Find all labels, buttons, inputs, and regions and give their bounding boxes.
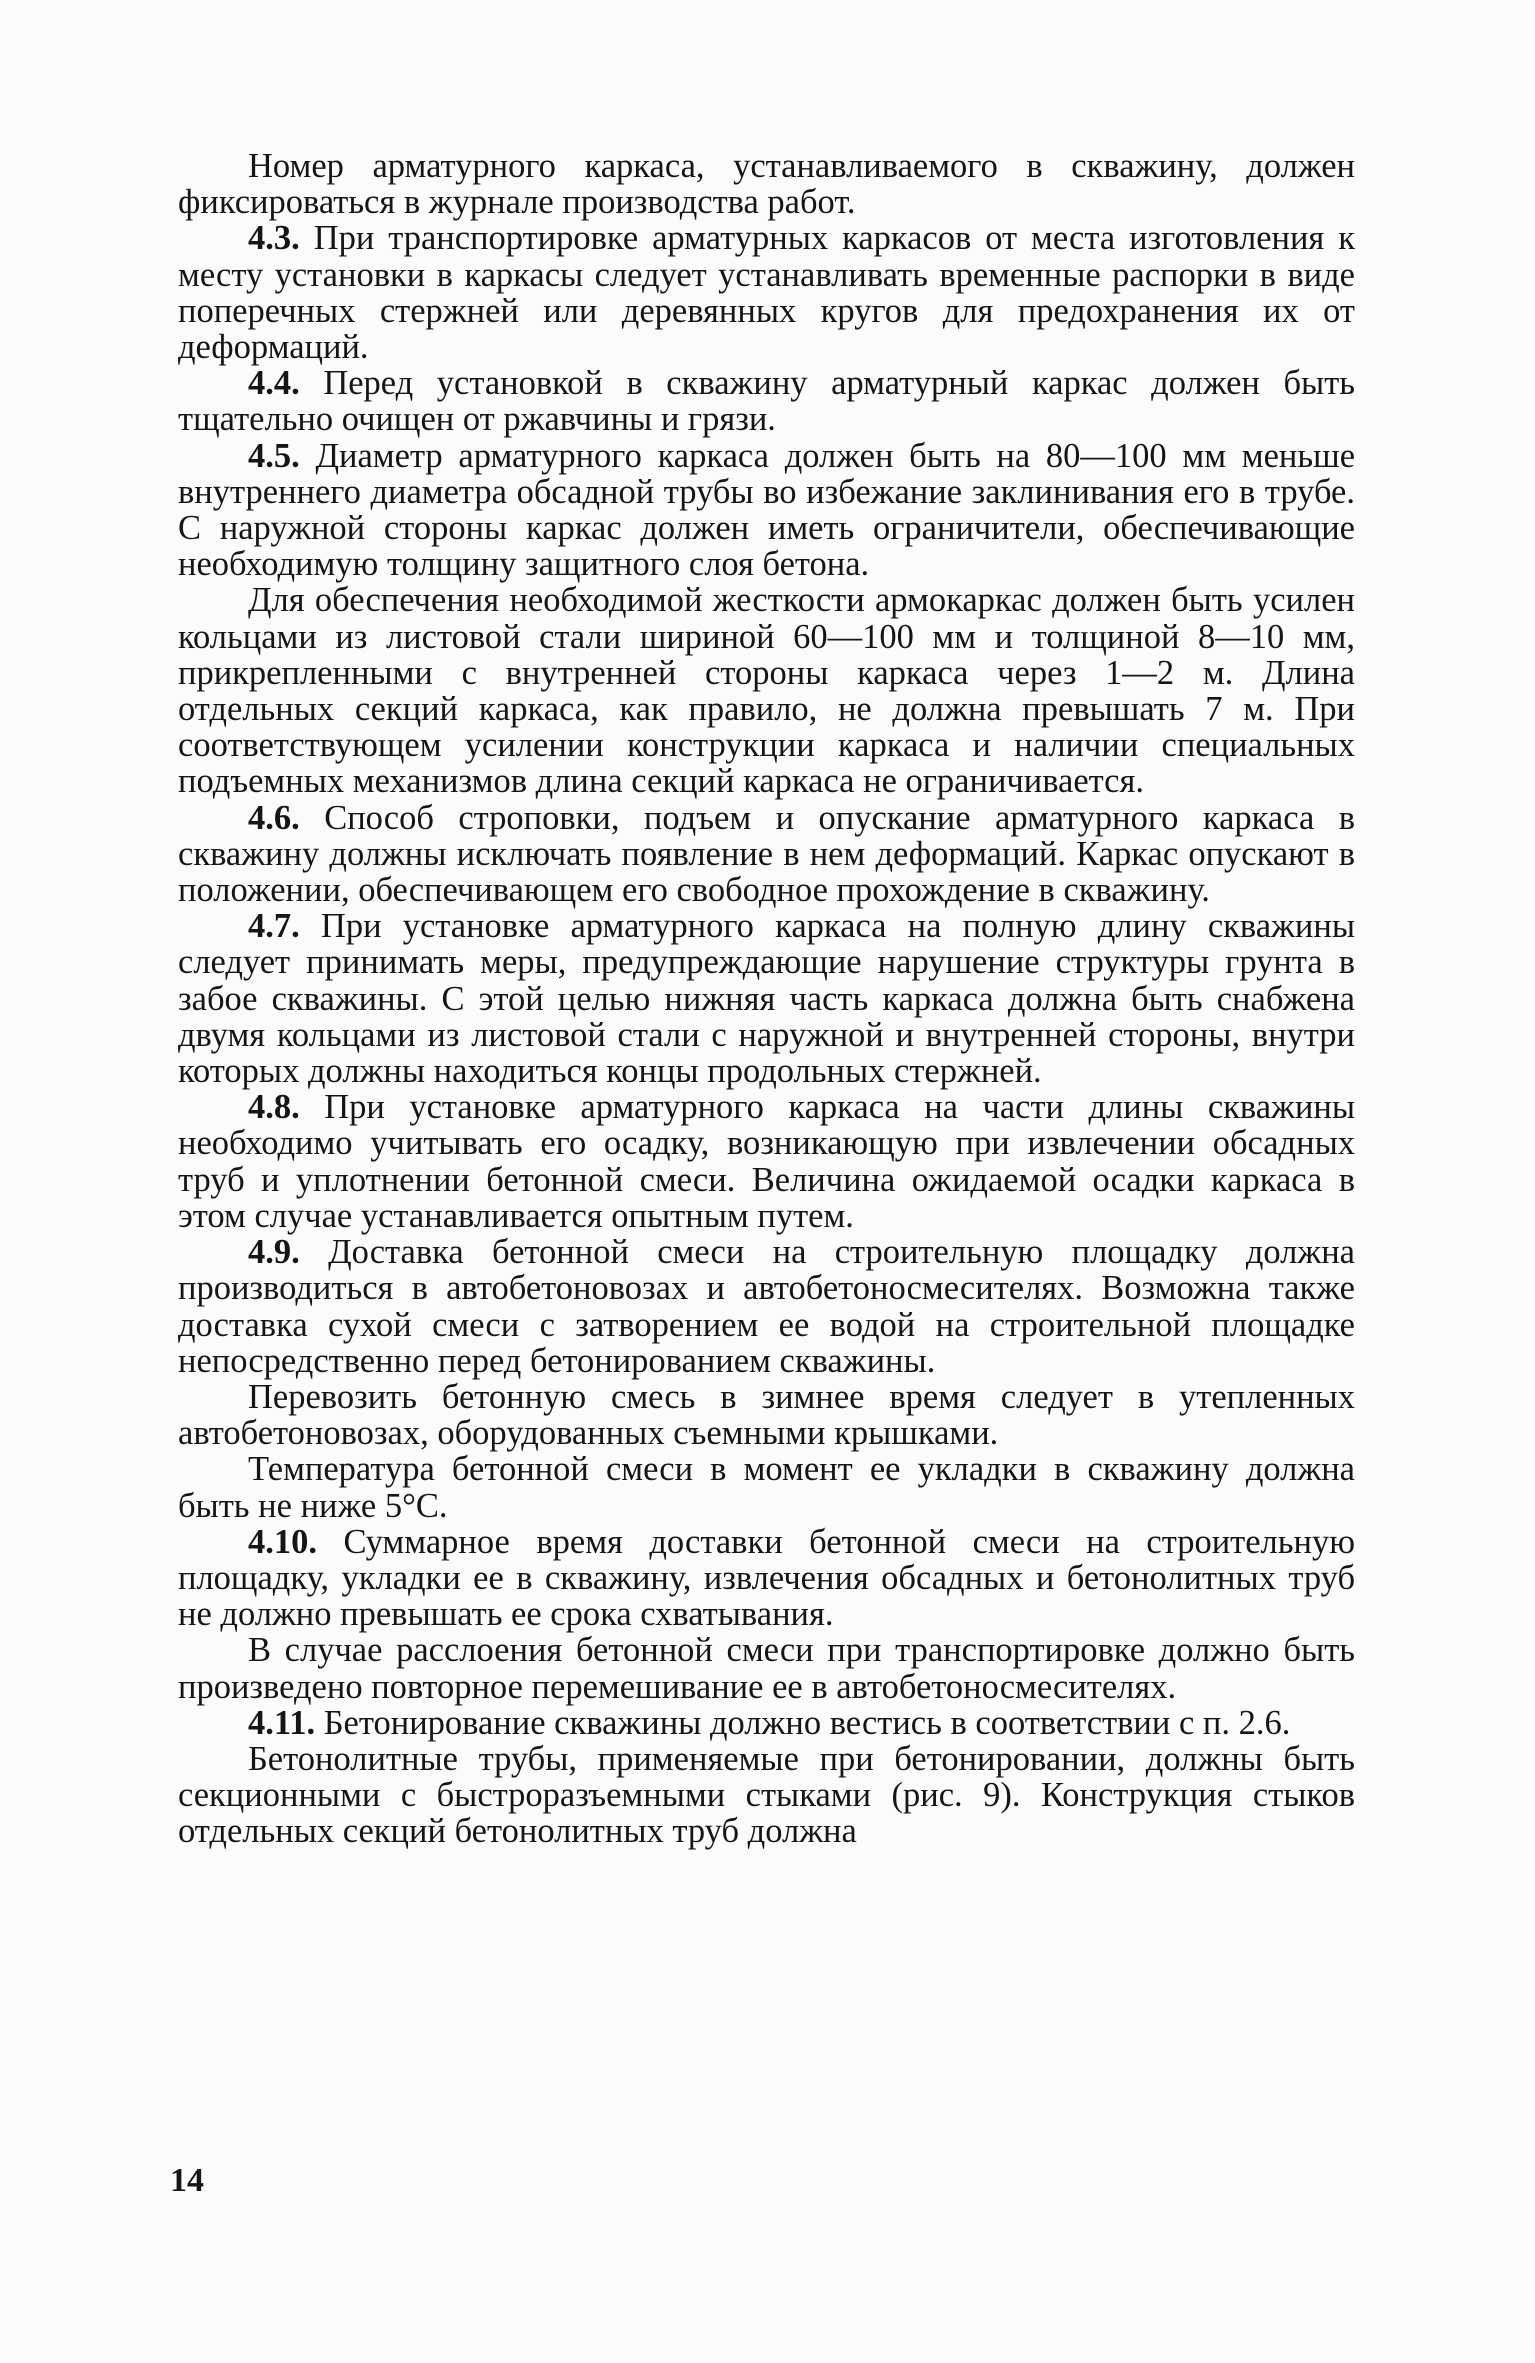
paragraph-4-3	[178, 220, 1355, 365]
paragraph-4-10	[178, 1524, 1355, 1633]
paragraph-text: Доставка бетонной смеси на строительную площадку должна производиться в автобетоновозах и автобетоносмесителях. Возможна также доставка сухой смеси с затворением ее водой на строительной площадке непосредственно перед бетонированием скважины.	[178, 1233, 1355, 1380]
paragraph-text: Бетонирование скважины должно вестись в соответствии с п. 2.6.	[323, 1703, 1291, 1742]
paragraph-text: Перевозить бетонную смесь в зимнее время следует в утепленных автобетоновозах, оборудованных съемными крышками.	[178, 1377, 1355, 1453]
paragraph-text: Для обеспечения необходимой жесткости армокаркас должен быть усилен кольцами из листовой стали шириной 60—100 мм и толщиной 8—10 мм, прикрепленными с внутренней стороны каркаса через 1—2 м. Длина отдельных секций каркаса, как правило, не должна превышать 7 м. При соответствующем усилении конструкции каркаса и наличии специальных подъемных механизмов длина секций каркаса не ограничивается.	[178, 581, 1355, 801]
paragraph-4-7	[178, 908, 1355, 1089]
clause-number: 4.6.	[248, 798, 300, 837]
clause-number: 4.5.	[248, 436, 300, 475]
clause-number: 4.8.	[248, 1088, 300, 1127]
paragraph-text: Температура бетонной смеси в момент ее укладки в скважину должна быть не ниже 5°С.	[178, 1450, 1355, 1525]
paragraph-4-6	[178, 800, 1355, 909]
paragraph	[178, 1632, 1355, 1704]
clause-number: 4.7.	[248, 907, 300, 946]
clause-number: 4.3.	[248, 219, 300, 258]
clause-number: 4.10.	[248, 1522, 317, 1561]
paragraph	[178, 1379, 1355, 1451]
paragraph-text: При установке арматурного каркаса на части длины скважины необходимо учитывать его осадку, возникающую при извлечении обсадных труб и уплотнении бетонной смеси. Величина ожидаемой осадки каркаса в этом случае устанавливается опытным путем.	[178, 1088, 1355, 1235]
paragraph-4-11	[178, 1705, 1355, 1741]
paragraph-text: Диаметр арматурного каркаса должен быть на 80—100 мм меньше внутреннего диаметра обсадной трубы во избежание заклинивания его в трубе. С наружной стороны каркас должен иметь ограничители, обеспечивающие необходимую толщину защитного слоя бетона.	[178, 436, 1356, 584]
paragraph-text: Способ строповки, подъем и опускание арматурного каркаса в скважину должны исключать появление в нем деформаций. Каркас опускают в положении, обеспечивающем его свободное прохождение в скважину.	[178, 798, 1355, 910]
paragraph	[178, 148, 1355, 220]
paragraph-text: Номер арматурного каркаса, устанавливаемого в скважину, должен фиксироваться в журнале производства работ.	[178, 147, 1355, 222]
paragraph-4-9	[178, 1234, 1355, 1379]
paragraph-4-4	[178, 365, 1355, 437]
paragraph	[178, 582, 1355, 799]
paragraph-text: При установке арматурного каркаса на полную длину скважины следует принимать меры, предупреждающие нарушение структуры грунта в забое скважины. С этой целью нижняя часть каркаса должна быть снабжена двумя кольцами из листовой стали с наружной и внутренней стороны, внутри которых должны находиться концы продольных стержней.	[178, 907, 1355, 1091]
paragraph-text: Суммарное время доставки бетонной смеси на строительную площадку, укладки ее в скважину, извлечения обсадных и бетонолитных труб не должно превышать ее срока схватывания.	[178, 1522, 1355, 1634]
paragraph	[178, 1741, 1355, 1850]
paragraph-4-5	[178, 438, 1355, 583]
paragraph-text: Бетонолитные трубы, применяемые при бетонировании, должны быть секционными с быстроразъемными стыками (рис. 9). Конструкция стыков отдельных секций бетонолитных труб должна	[178, 1739, 1355, 1851]
paragraph-4-8	[178, 1089, 1355, 1234]
clause-number: 4.11.	[248, 1703, 316, 1742]
paragraph	[178, 1451, 1355, 1523]
clause-number: 4.4.	[248, 364, 300, 403]
paragraph-text: В случае расслоения бетонной смеси при транспортировке должно быть произведено повторное перемешивание ее в автобетоносмесителях.	[178, 1631, 1355, 1706]
paragraph-text: Перед установкой в скважину арматурный каркас должен быть тщательно очищен от ржавчины и грязи.	[178, 364, 1356, 439]
page-number: 14	[170, 2162, 204, 2199]
paragraph-text: При транспортировке арматурных каркасов от места изготовления к месту установки в каркасы следует устанавливать временные распорки в виде поперечных стержней или деревянных кругов для предохранения их от деформаций.	[178, 219, 1355, 367]
clause-number: 4.9.	[248, 1233, 300, 1272]
body-text	[178, 148, 1355, 1850]
